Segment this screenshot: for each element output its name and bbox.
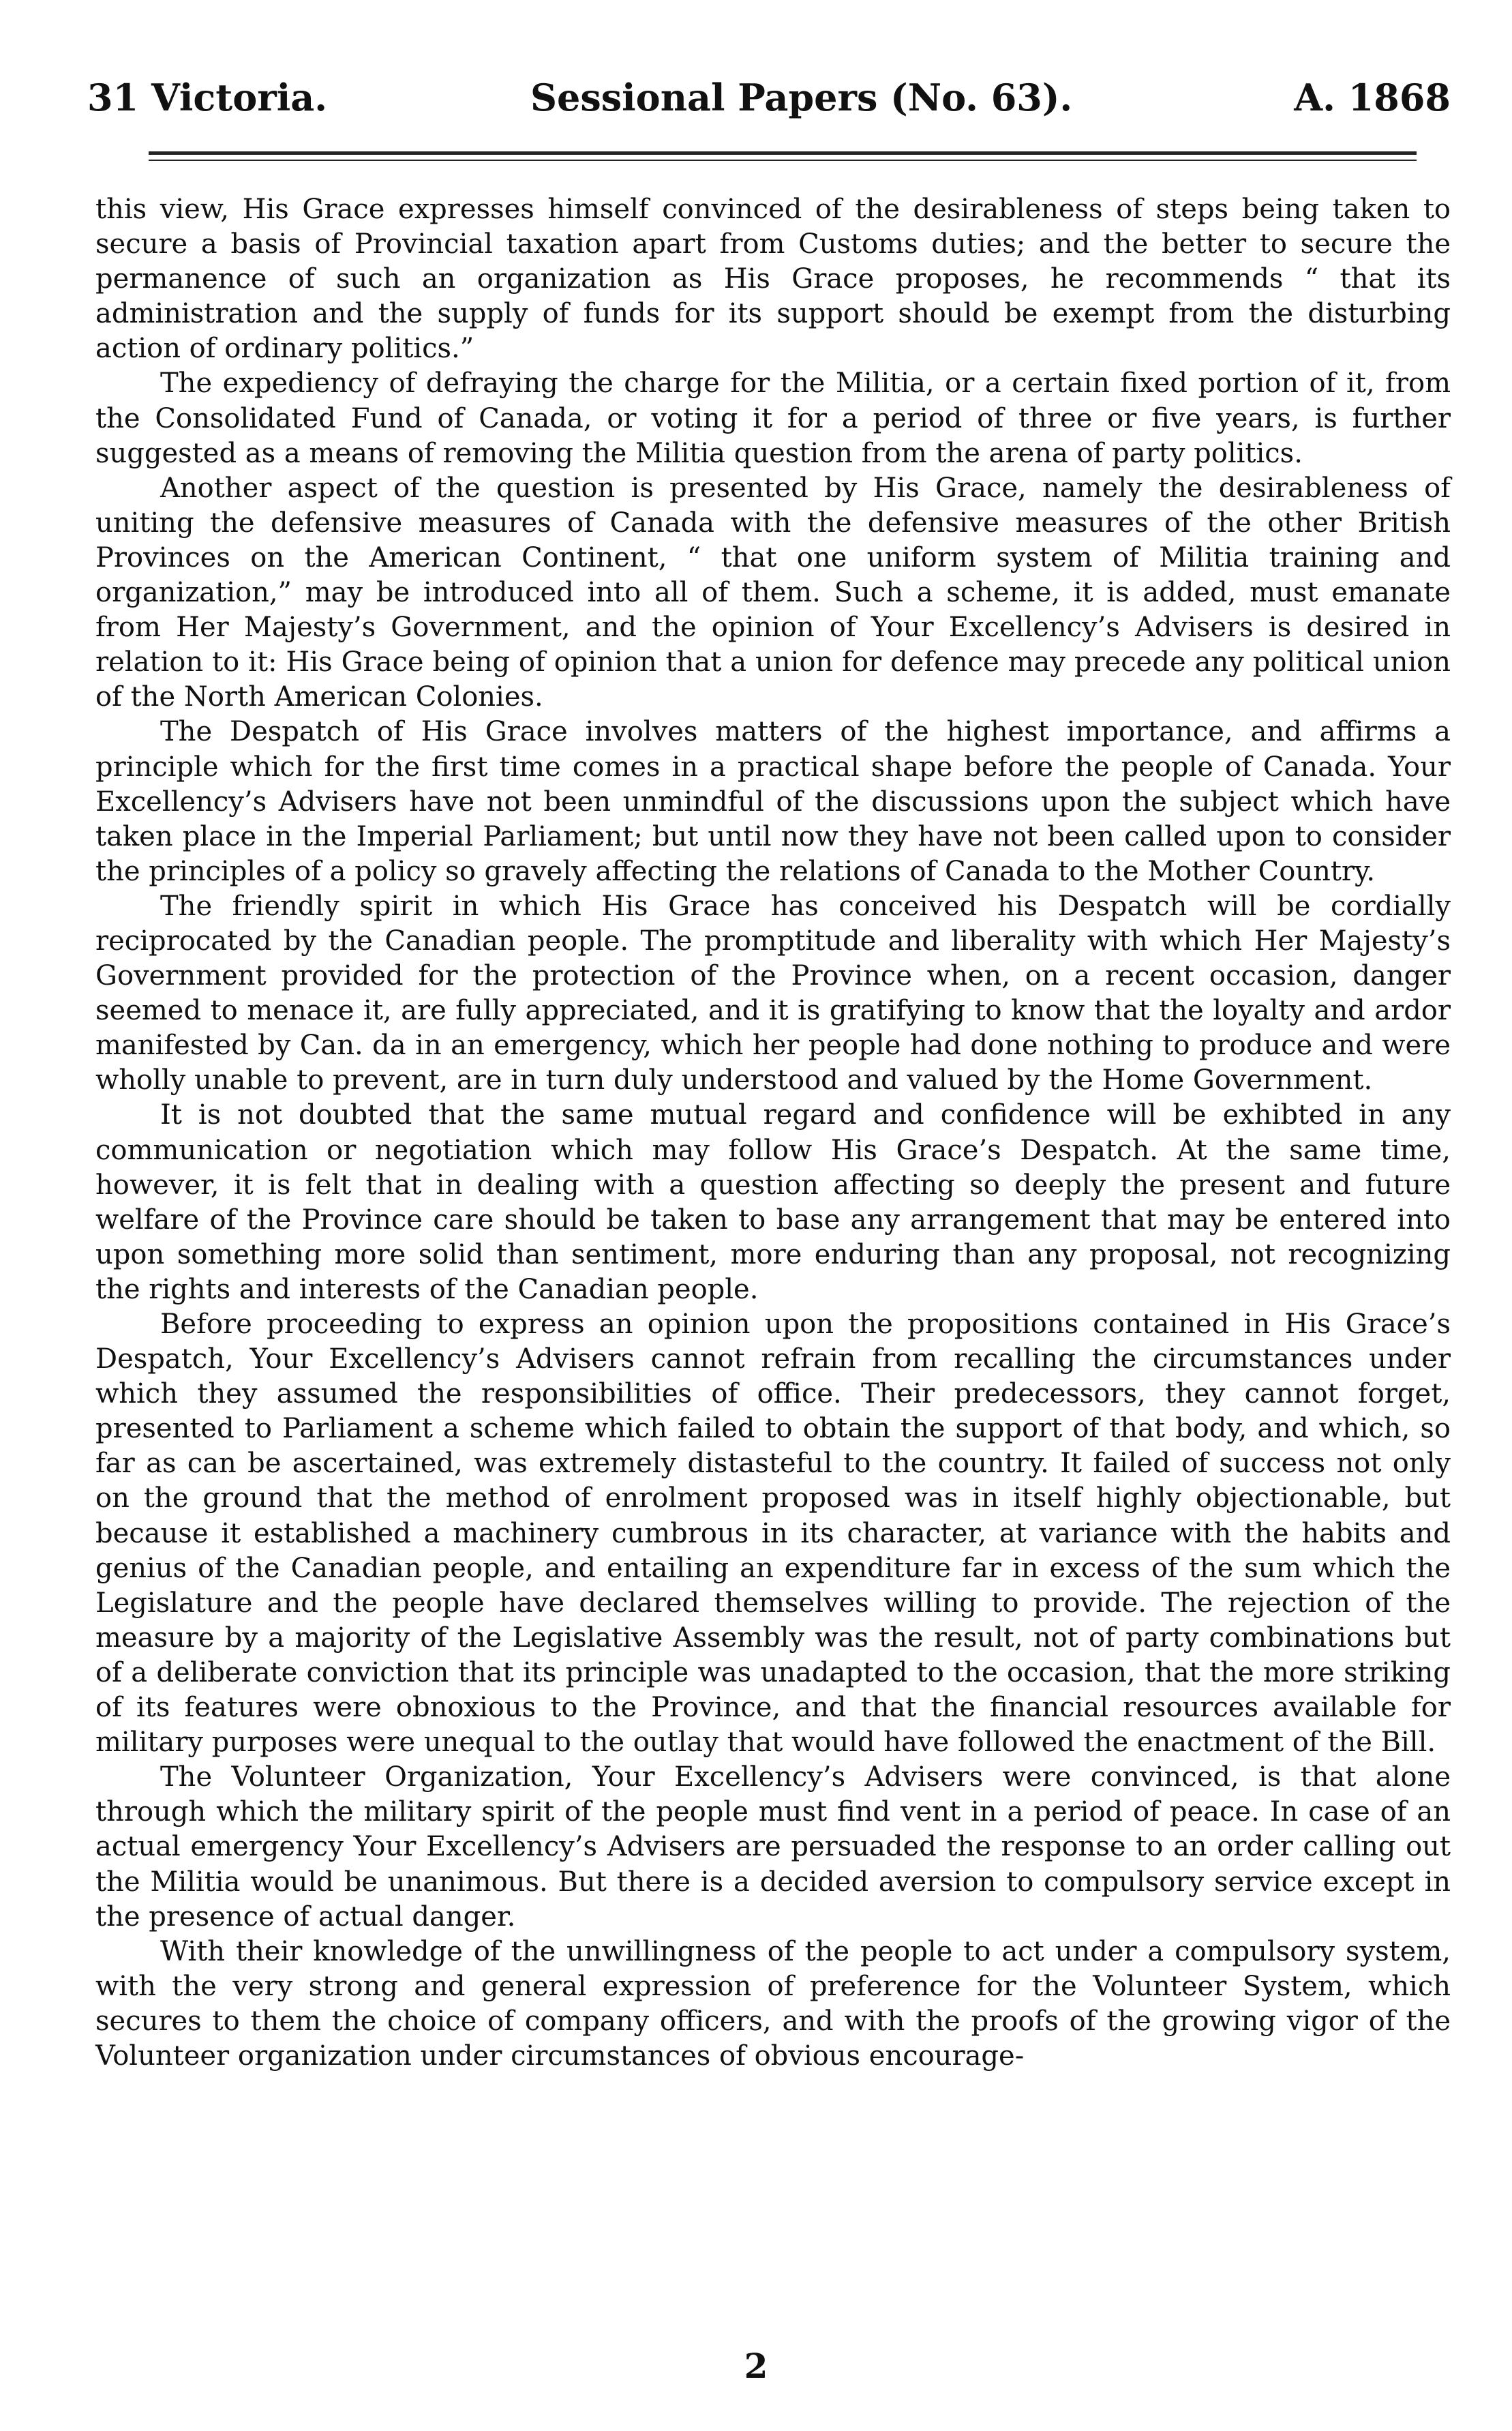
page-number: 2 — [744, 2346, 768, 2386]
paragraph: this view, His Grace expresses himself convinced of the desirableness of steps being taken to secure a basis of Provincial taxation apart from Customs duties; and the better to secure the permanence of such an organization as His Grace proposes, he recommends “ that its administration and the supply of funds for its support should be exempt from the disturbing action of ordinary politics.” — [95, 194, 1451, 365]
header-session: 31 Victoria. — [87, 76, 328, 119]
header-title: Sessional Papers (No. 63). — [530, 76, 1073, 119]
page-header — [87, 74, 1451, 121]
paragraph: The friendly spirit in which His Grace has conceived his Despatch will be cordially reciprocated by the Canadian people. The promptitude and liberality with which Her Majesty’s Government provided for the protection of the Province when, on a recent occasion, danger seemed to menace it, are fully appreciated, and it is gratifying to know that the loyalty and ardor manifested by Can. da in an emergency, which her people had done nothing to produce and were wholly unable to prevent, are in turn duly understood and valued by the Home Government. — [95, 890, 1451, 1097]
body-text — [95, 192, 1451, 2074]
paragraph: The expediency of defraying the charge for the Militia, or a certain fixed portion of it, from the Consolidated Fund of Canada, or voting it for a period of three or five years, is further suggested as a means of removing the Militia question from the arena of party politics. — [95, 368, 1451, 469]
paragraph: Another aspect of the question is presented by His Grace, namely the desirableness of uniting the defensive measures of Canada with the defensive measures of the other British Provinces on the American Continent, “ that one uniform system of Militia training and organization,” may be introduced into all of them. Such a scheme, it is added, must emanate from Her Majesty’s Government, and the opinion of Your Excellency’s Advisers is desired in relation to it: His Grace being of opinion that a union for defence may precede any political union of the North American Colonies. — [95, 472, 1451, 713]
paragraph: The Volunteer Organization, Your Excellency’s Advisers were convinced, is that alone through which the military spirit of the people must find vent in a period of peace. In case of an actual emergency Your Excellency’s Advisers are persuaded the response to an order calling out the Militia would be unanimous. But there is a decided aversion to compulsory service except in the presence of actual danger. — [95, 1761, 1451, 1933]
header-rule-thick — [149, 151, 1417, 155]
header-rule-thin — [149, 160, 1417, 161]
paragraph: It is not doubted that the same mutual regard and confidence will be exhibted in any communication or negotiation which may follow His Grace’s Despatch. At the same time, however, it is felt that in dealing with a question affecting so deeply the present and future welfare of the Province care should be taken to base any arrangement that may be entered into upon something more solid than sentiment, more enduring than any proposal, not recognizing the rights and interests of the Canadian people. — [95, 1099, 1451, 1305]
paragraph: With their knowledge of the unwillingness of the people to act under a compulsory system, with the very strong and general expression of preference for the Volunteer System, which secures to them the choice of company officers, and with the proofs of the growing vigor of the Volunteer organization under circumstances of obvious encourage- — [95, 1935, 1451, 2072]
paragraph: The Despatch of His Grace involves matters of the highest importance, and affirms a principle which for the first time comes in a practical shape before the people of Canada. Your Excellency’s Advisers have not been unmindful of the discussions upon the subject which have taken place in the Imperial Parliament; but until now they have not been called upon to consider the principles of a policy so gravely affecting the relations of Canada to the Mother Country. — [95, 716, 1451, 887]
paragraph: Before proceeding to express an opinion upon the propositions contained in His Grace’s Despatch, Your Excellency’s Advisers cannot refrain from recalling the circumstances under which they assumed the responsibilities of office. Their predecessors, they cannot forget, presented to Parliament a scheme which failed to obtain the support of that body, and which, so far as can be ascertained, was extremely distasteful to the country. It failed of success not only on the ground that the method of enrolment proposed was in itself highly objectionable, but because it established a machinery cumbrous in its character, at variance with the habits and genius of the Canadian people, and entailing an expenditure far in excess of the sum which the Legislature and the people have declared themselves willing to provide. The rejection of the measure by a majority of the Legislative Assembly was the result, not of party combinations but of a deliberate conviction that its principle was unadapted to the occasion, that the more striking of its features were obnoxious to the Province, and that the financial resources available for military purposes were unequal to the outlay that would have followed the enactment of the Bill. — [95, 1309, 1451, 1759]
header-year: A. 1868 — [1294, 76, 1451, 119]
